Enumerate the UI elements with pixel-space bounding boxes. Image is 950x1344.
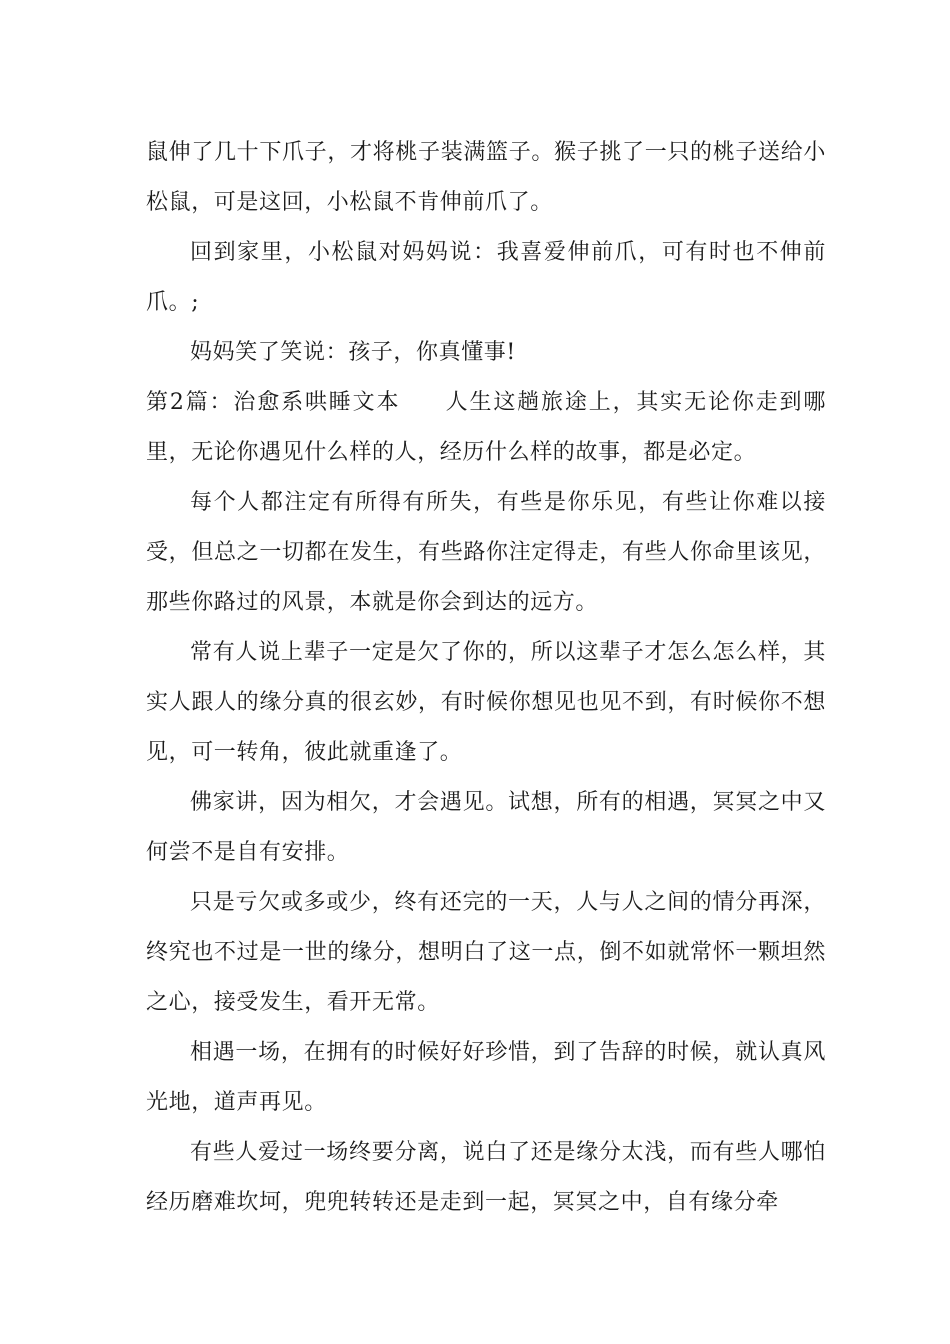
section-paragraph-4: 只是亏欠或多或少，终有还完的一天，人与人之间的情分再深，终究也不过是一世的缘分，想明白了这一点，倒不如就常怀一颗坦然之心，接受发生，看开无常。 [146, 890, 826, 1015]
paragraph-1: 鼠伸了几十下爪子，才将桃子装满篮子。猴子挑了一只的桃子送给小松鼠，可是这回，小松鼠不肯伸前爪了。 [146, 140, 826, 215]
section-first-paragraph: 人生这趟旅途上，其实无论你走到哪里，无论你遇见什么样的人，经历什么样的故事，都是必定。 [146, 390, 826, 465]
section-paragraph-5: 相遇一场，在拥有的时候好好珍惜，到了告辞的时候，就认真风光地，道声再见。 [146, 1040, 826, 1115]
document-body [146, 128, 826, 1228]
section-paragraph-3: 佛家讲，因为相欠，才会遇见。试想，所有的相遇，冥冥之中又何尝不是自有安排。 [146, 790, 826, 865]
section-heading: 第2篇：治愈系哄睡文本 [146, 390, 401, 415]
section-paragraph-1: 每个人都注定有所得有所失，有些是你乐见，有些让你难以接受，但总之一切都在发生，有些路你注定得走，有些人你命里该见，那些你路过的风景，本就是你会到达的远方。 [146, 490, 826, 615]
section-paragraph-2: 常有人说上辈子一定是欠了你的，所以这辈子才怎么怎么样，其实人跟人的缘分真的很玄妙，有时候你想见也见不到，有时候你不想见，可一转角，彼此就重逢了。 [146, 640, 826, 765]
paragraph-3: 妈妈笑了笑说：孩子，你真懂事! [190, 340, 516, 365]
paragraph-2: 回到家里，小松鼠对妈妈说：我喜爱伸前爪，可有时也不伸前爪。; [146, 240, 826, 315]
section-paragraph-6: 有些人爱过一场终要分离，说白了还是缘分太浅，而有些人哪怕经历磨难坎坷，兜兜转转还是走到一起，冥冥之中，自有缘分牵 [146, 1140, 826, 1215]
section-heading-line [146, 378, 826, 478]
